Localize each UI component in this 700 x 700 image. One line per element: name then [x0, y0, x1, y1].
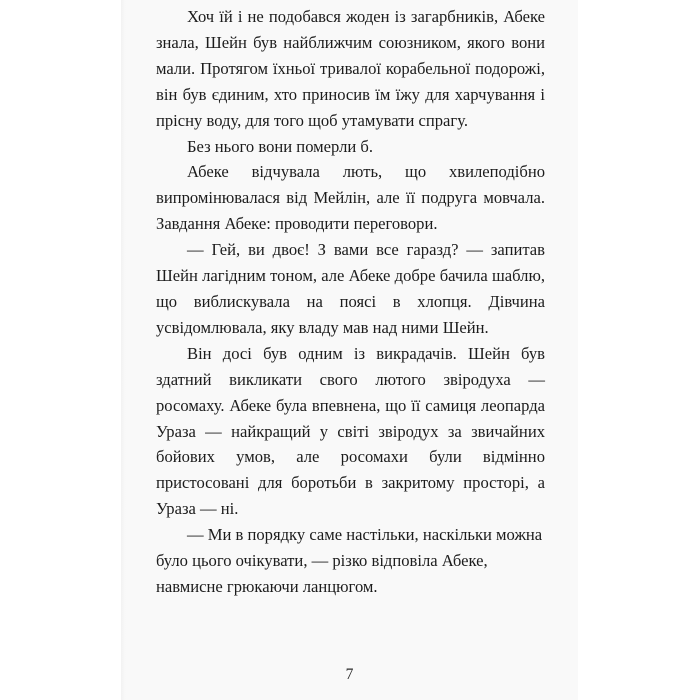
paragraph: — Ми в порядку саме настільки, наскільки можна було цього очікувати, — різко відповіла Абеке, навмисне грюкаючи ланцюгом. [156, 525, 543, 596]
page-number: 7 [345, 666, 354, 683]
paragraph: Хоч їй і не подобався жоден із загарбників, Абеке знала, Шейн був найближчим союзником, якого вони мали. Протягом їхньої тривалої корабельної подорожі, він був єдиним, хто приносив їм їжу для харчування і прісну воду, для того щоб утамувати спрагу. [156, 7, 545, 130]
book-page [121, 0, 578, 700]
body-text-column [156, 4, 545, 600]
paragraph: — Гей, ви двоє! З вами все гаразд? — запитав Шейн лагідним тоном, але Абеке добре бачила шаблю, що виблискувала на поясі в хлопця. Дівчина усвідомлювала, яку владу мав над ними Шейн. [156, 240, 545, 337]
page-gutter-shadow [121, 0, 126, 700]
paragraph: Він досі був одним із викрадачів. Шейн був здатний викликати свого лютого звіродуха — росомаху. Абеке була впевнена, що її самиця леопарда Ураза — найкращий у світі звіродух за звичайних бойових умов, але росомахи були відмінно пристосовані для боротьби в закритому просторі, а Ураза — ні. [156, 343, 545, 519]
paragraph: Абеке відчувала лють, що хвилеподібно випромінювалася від Мейлін, але її подруга мовчала. Завдання Абеке: проводити переговори. [156, 162, 545, 234]
paragraph: Без нього вони померли б. [187, 136, 374, 156]
